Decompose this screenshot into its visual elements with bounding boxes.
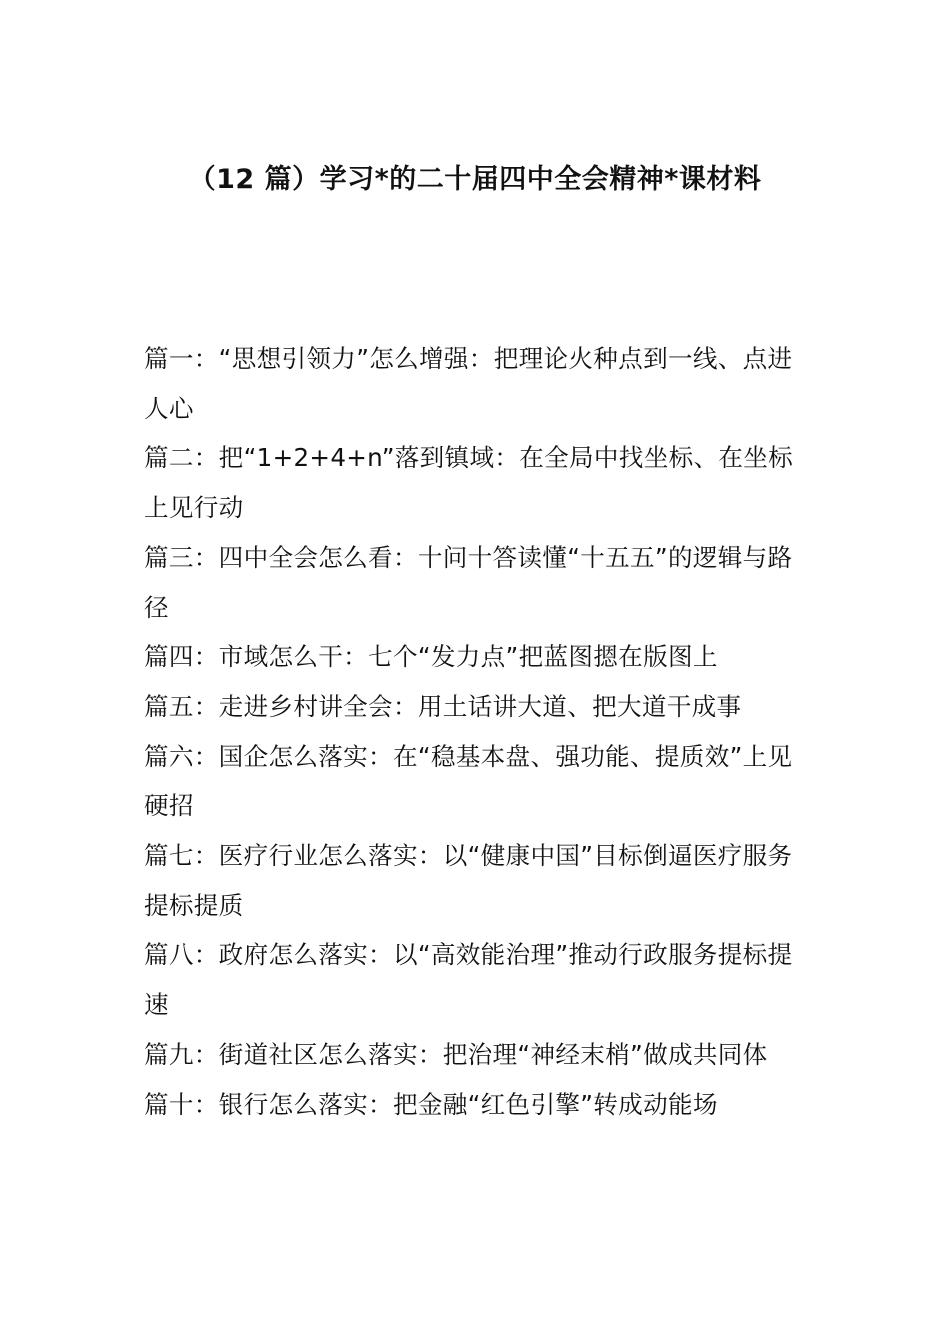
chapter-item: 篇七：医疗行业怎么落实：以“健康中国”目标倒逼医疗服务提标提质 xyxy=(144,841,793,920)
document-title: （12 篇）学习*的二十届四中全会精神*课材料 xyxy=(188,164,762,195)
chapter-item: 篇十：银行怎么落实：把金融“红色引擎”转成动能场 xyxy=(144,1089,718,1119)
chapter-item: 篇一：“思想引领力”怎么增强：把理论火种点到一线、点进人心 xyxy=(144,344,793,423)
chapter-item: 篇六：国企怎么落实：在“稳基本盘、强功能、提质效”上见硬招 xyxy=(144,741,793,821)
chapter-item: 篇四：市域怎么干：七个“发力点”把蓝图摁在版图上 xyxy=(144,642,718,672)
chapter-item: 篇九：街道社区怎么落实：把治理“神经末梢”做成共同体 xyxy=(144,1039,768,1069)
chapter-list xyxy=(144,334,810,1129)
chapter-item: 篇五：走进乡村讲全会：用土话讲大道、把大道干成事 xyxy=(144,691,742,721)
chapter-item: 篇三：四中全会怎么看：十问十答读懂“十五五”的逻辑与路径 xyxy=(144,542,793,622)
chapter-item: 篇二：把“1+2+4+n”落到镇域：在全局中找坐标、在坐标上见行动 xyxy=(144,443,794,523)
chapter-item: 篇八：政府怎么落实：以“高效能治理”推动行政服务提标提速 xyxy=(144,940,793,1020)
